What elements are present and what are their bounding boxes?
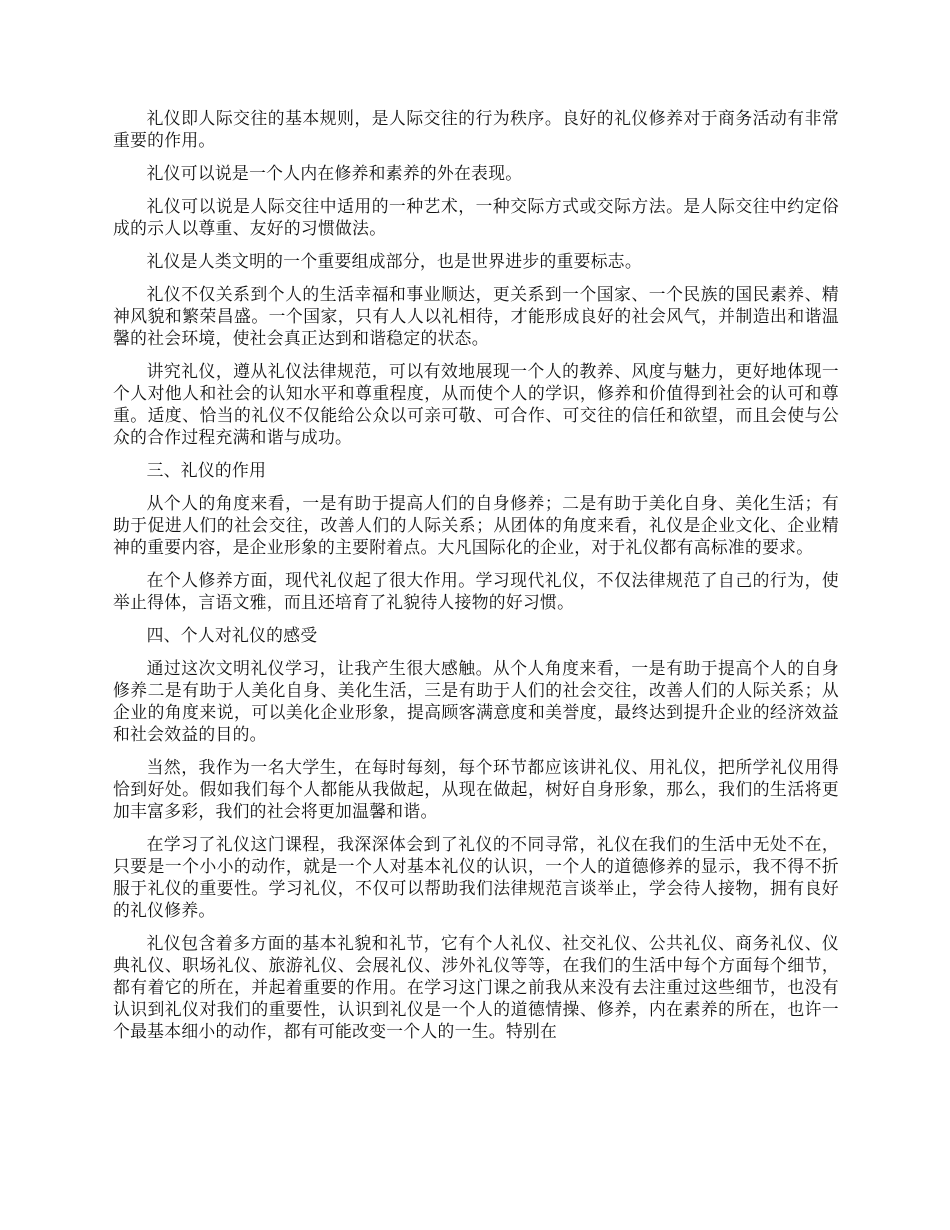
paragraph: 礼仪可以说是一个人内在修养和素养的外在表现。 — [146, 163, 523, 183]
section-heading: 四、个人对礼仪的感受 — [146, 625, 318, 645]
paragraph: 礼仪是人类文明的一个重要组成部分，也是世界进步的重要标志。 — [146, 251, 642, 271]
paragraph: 礼仪可以说是人际交往中适用的一种艺术，一种交际方式或交际方法。是人际交往中约定俗成的示人以尊重、友好的习惯做法。 — [113, 196, 839, 238]
document-body — [113, 107, 839, 1053]
paragraph: 当然，我作为一名大学生，在每时每刻，每个环节都应该讲礼仪、用礼仪，把所学礼仪用得恰到好处。假如我们每个人都能从我做起，从现在做起，树好自身形象，那么，我们的生活将更加丰富多彩，我们的社会将更加温馨和谐。 — [113, 757, 839, 821]
paragraph: 礼仪即人际交往的基本规则，是人际交往的行为秩序。良好的礼仪修养对于商务活动有非常重要的作用。 — [113, 108, 839, 150]
paragraph: 礼仪包含着多方面的基本礼貌和礼节，它有个人礼仪、社交礼仪、公共礼仪、商务礼仪、仪典礼仪、职场礼仪、旅游礼仪、会展礼仪、涉外礼仪等等，在我们的生活中每个方面每个细节，都有着它的所在，并起着重要的作用。在学习这门课之前我从来没有去注重过这些细节，也没有认识到礼仪对我们的重要性，认识到礼仪是一个人的道德情操、修养，内在素养的所在，也许一个最基本细小的动作，都有可能改变一个人的一生。特别在 — [113, 933, 839, 1041]
paragraph: 在个人修养方面，现代礼仪起了很大作用。学习现代礼仪，不仅法律规范了自己的行为，使举止得体，言语文雅，而且还培育了礼貌待人接物的好习惯。 — [113, 570, 839, 612]
paragraph: 礼仪不仅关系到个人的生活幸福和事业顺达，更关系到一个国家、一个民族的国民素养、精神风貌和繁荣昌盛。一个国家，只有人人以礼相待，才能形成良好的社会风气，并制造出和谐温馨的社会环境，使社会真正达到和谐稳定的状态。 — [113, 284, 839, 348]
section-heading: 三、礼仪的作用 — [146, 460, 267, 480]
paragraph: 讲究礼仪，遵从礼仪法律规范，可以有效地展现一个人的教养、风度与魅力，更好地体现一个人对他人和社会的认知水平和尊重程度，从而使个人的学识，修养和价值得到社会的认可和尊重。适度、恰当的礼仪不仅能给公众以可亲可敬、可合作、可交往的信任和欲望，而且会使与公众的合作过程充满和谐与成功。 — [113, 361, 839, 447]
paragraph: 从个人的角度来看，一是有助于提高人们的自身修养；二是有助于美化自身、美化生活；有助于促进人们的社会交往，改善人们的人际关系；从团体的角度来看，礼仪是企业文化、企业精神的重要内容，是企业形象的主要附着点。大凡国际化的企业，对于礼仪都有高标准的要求。 — [113, 493, 839, 557]
paragraph: 在学习了礼仪这门课程，我深深体会到了礼仪的不同寻常，礼仪在我们的生活中无处不在，只要是一个小小的动作，就是一个人对基本礼仪的认识，一个人的道德修养的显示，我不得不折服于礼仪的重要性。学习礼仪，不仅可以帮助我们法律规范言谈举止，学会待人接物，拥有良好的礼仪修养。 — [113, 834, 839, 920]
paragraph: 通过这次文明礼仪学习，让我产生很大感触。从个人角度来看，一是有助于提高个人的自身修养二是有助于人美化自身、美化生活，三是有助于人们的社会交往，改善人们的人际关系；从企业的角度来说，可以美化企业形象，提高顾客满意度和美誉度，最终达到提升企业的经济效益和社会效益的目的。 — [113, 658, 839, 744]
